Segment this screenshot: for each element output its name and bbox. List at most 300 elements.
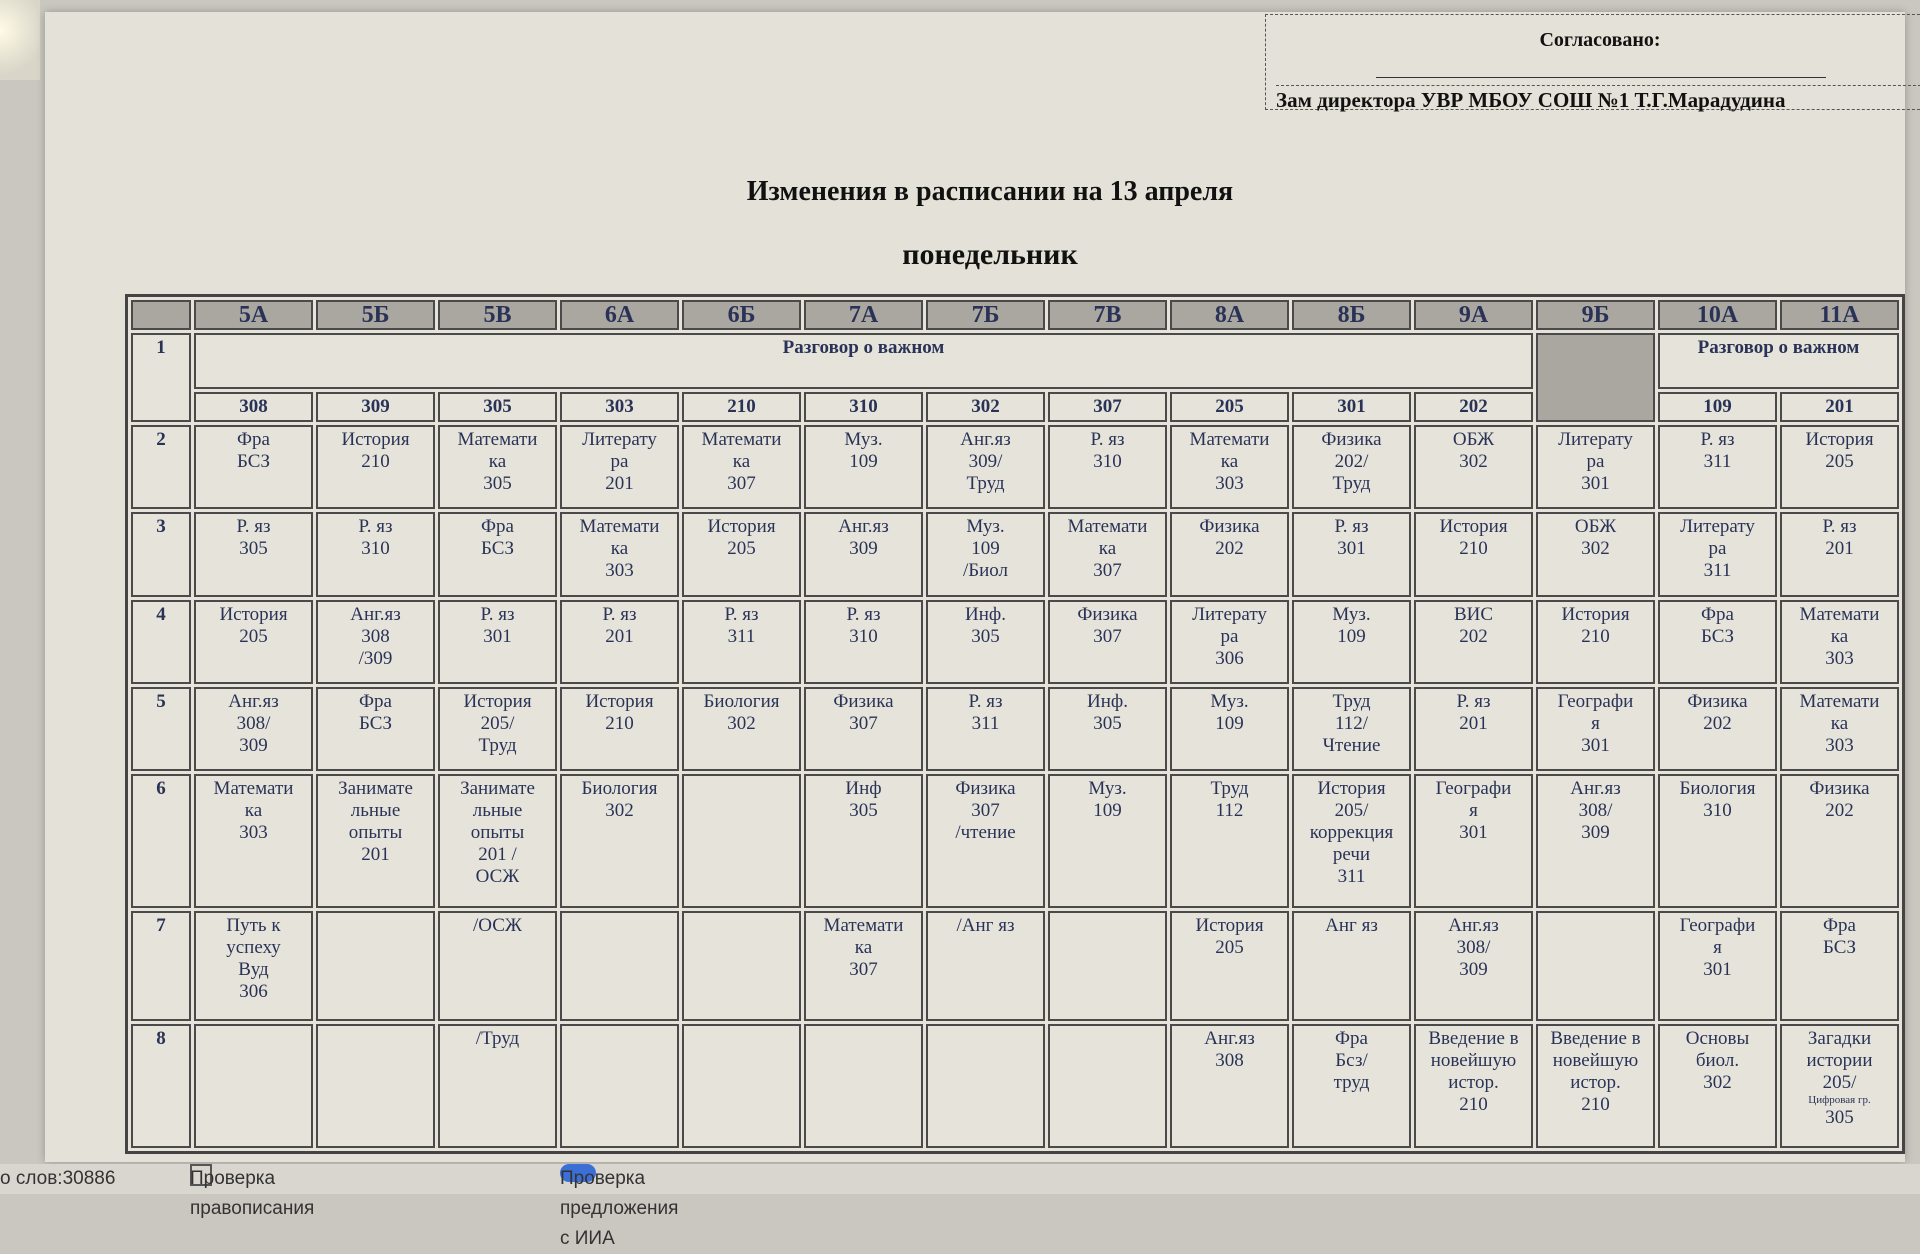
class-header-5: 7А [804,300,923,330]
lesson-text: /ОСЖ [473,915,522,937]
class-header-11: 9Б [1536,300,1655,330]
lesson-text: 307 [849,712,878,734]
lesson-cell[interactable] [926,1024,1045,1148]
lesson-text: 309 [849,538,878,560]
lesson-cell[interactable] [1658,911,1777,1020]
period-1-room-2[interactable]: 305 [438,392,557,422]
period-1-room-3[interactable]: 303 [560,392,679,422]
lesson-cell[interactable] [194,512,313,596]
lesson-text: 205/ [480,712,515,734]
lesson-text: ка [1830,712,1849,734]
lesson-text: 201 [1459,712,1488,734]
lesson-cell[interactable] [1658,774,1777,908]
lesson-text: 303 [605,560,634,582]
lesson-cell[interactable] [1292,600,1411,684]
lesson-text: Муз. [1210,690,1249,712]
lesson-cell[interactable] [1658,600,1777,684]
lesson-text: История [1561,603,1630,625]
lesson-cell[interactable] [682,1024,801,1148]
lesson-cell[interactable] [804,911,923,1020]
lesson-cell[interactable] [1292,687,1411,771]
lesson-text: БСЗ [237,451,270,472]
lesson-text: Анг.яз [1204,1027,1255,1049]
lesson-text: ВИС [1453,603,1494,625]
empty-grey-cell[interactable] [1536,333,1655,422]
lesson-text: ка [488,451,507,472]
class-header-6: 7Б [926,300,1045,330]
lesson-text: Географи [1557,690,1634,712]
lesson-cell[interactable] [804,425,923,509]
lesson-text: 210 [1581,1093,1610,1115]
lesson-cell[interactable] [1536,774,1655,908]
lesson-text: Труд [1210,778,1249,800]
lesson-text: Анг.яз [350,603,401,625]
approval-title: Согласовано: [1539,29,1661,51]
lesson-text: Физика [833,690,894,712]
lesson-cell[interactable] [926,425,1045,509]
lesson-text: коррекция [1309,822,1394,844]
lesson-text: 210 [605,712,634,734]
lesson-text: Анг.яз [228,690,279,712]
lesson-cell[interactable] [194,600,313,684]
lesson-cell[interactable] [1048,425,1167,509]
lesson-cell[interactable] [194,774,313,908]
class-header-1: 5Б [316,300,435,330]
lesson-cell[interactable] [316,774,435,908]
lesson-text: 305 [849,800,878,822]
period-1-room-8[interactable]: 205 [1170,392,1289,422]
lesson-text: 301 [1581,734,1610,756]
lesson-text: биол. [1695,1049,1740,1071]
lesson-text: 302 [1581,538,1610,560]
class-header-13: 11А [1780,300,1899,330]
lesson-cell[interactable] [1292,1024,1411,1148]
lesson-cell[interactable] [1292,425,1411,509]
lesson-text: истор. [1570,1071,1621,1093]
lesson-text: Физика [1809,778,1870,800]
lesson-text: 302 [727,712,756,734]
lesson-cell[interactable] [438,512,557,596]
lesson-cell[interactable] [1780,687,1899,771]
lesson-text: Биология [581,778,658,800]
lesson-text: Математи [1799,690,1880,712]
lesson-cell[interactable] [1658,425,1777,509]
lesson-text: 308 [1215,1049,1244,1071]
lesson-cell[interactable] [1780,512,1899,596]
lesson-cell[interactable] [438,600,557,684]
lesson-text: Фра [1335,1027,1368,1049]
lesson-cell[interactable] [1536,512,1655,596]
lesson-text: История [219,603,288,625]
lesson-text: ка [610,538,629,560]
lesson-text: Математи [823,915,904,937]
approval-stamp [1265,14,1920,110]
lesson-text: ра [1220,625,1239,647]
lesson-cell[interactable] [560,911,679,1020]
lesson-text: ка [244,800,263,822]
schedule-table[interactable] [128,297,1902,1151]
lesson-text: Физика [1199,516,1260,538]
lesson-cell[interactable] [1170,1024,1289,1148]
lesson-cell[interactable] [1536,425,1655,509]
lesson-cell[interactable] [1536,1024,1655,1148]
lesson-text: Географи [1679,915,1756,937]
lesson-cell[interactable] [316,425,435,509]
lesson-text: Анг.яз [1448,915,1499,937]
lesson-cell[interactable] [560,687,679,771]
lesson-text: 307 [1093,560,1122,582]
lesson-text: /Биол [962,560,1009,582]
lesson-cell[interactable] [1292,512,1411,596]
lesson-text: Математи [1067,516,1148,538]
lesson-cell[interactable] [1170,425,1289,509]
document-page [45,12,1905,1162]
lesson-text: Р. яз [602,603,637,625]
banner-razgovor-senior[interactable]: Разговор о важном [1658,333,1899,389]
lesson-text: Введение в [1428,1027,1519,1049]
lesson-cell[interactable] [438,425,557,509]
lesson-text: Географи [1435,778,1512,800]
lesson-text: ОБЖ [1574,516,1617,538]
lesson-text: я [1713,937,1722,959]
lesson-text: 307 [1093,625,1122,647]
lesson-cell[interactable] [1414,425,1533,509]
banner-razgovor[interactable]: Разговор о важном [194,333,1533,389]
lesson-text: Введение в [1550,1027,1641,1049]
period-row [131,600,1899,684]
lesson-text: 202 [1825,800,1854,822]
lesson-text: Фра [1701,603,1734,625]
lesson-text: Труд [478,734,517,756]
period-number: 1 [131,333,191,422]
lesson-text: опыты [470,822,525,844]
lesson-cell[interactable] [194,1024,313,1148]
lesson-text: БСЗ [359,712,392,734]
lesson-cell[interactable] [804,1024,923,1148]
lesson-text: Инф [845,778,882,800]
lesson-cell[interactable] [1170,687,1289,771]
lesson-text: Путь к [226,915,281,937]
lesson-text: Математи [1799,603,1880,625]
lesson-cell[interactable] [1414,911,1533,1020]
lesson-text: БСЗ [1823,937,1856,959]
lesson-cell[interactable] [1536,600,1655,684]
lesson-text: 309/ [968,451,1003,472]
lesson-cell[interactable] [682,774,801,908]
lesson-text: 302 [1703,1071,1732,1093]
lesson-text: 307 [727,473,756,494]
lesson-cell[interactable] [316,687,435,771]
lesson-text: Р. яз [1822,516,1857,538]
lesson-text: я [1591,712,1600,734]
lesson-cell[interactable] [682,600,801,684]
period-number: 8 [131,1024,191,1148]
lesson-text: Р. яз [846,603,881,625]
lesson-text: История [1805,429,1874,450]
lesson-text: История [585,690,654,712]
lesson-text: Анг.яз [838,516,889,538]
lesson-text: Р. яз [1456,690,1491,712]
lesson-text: Физика [1687,690,1748,712]
period-1-room-13[interactable]: 201 [1780,392,1899,422]
signature-line [1376,77,1826,78]
lesson-text: 109 [971,538,1000,560]
lesson-text: Математи [457,429,538,450]
lesson-text: БСЗ [1701,625,1734,647]
lesson-text: Р. яз [1334,516,1369,538]
lesson-cell[interactable] [438,687,557,771]
lesson-text: Бсз/ [1335,1049,1368,1071]
period-row [131,1024,1899,1148]
lesson-cell[interactable] [804,512,923,596]
lesson-cell[interactable] [1414,1024,1533,1148]
lesson-cell[interactable] [1170,600,1289,684]
lesson-text: 309 [1581,822,1610,844]
lesson-text: Литерату [1680,516,1755,538]
lesson-cell[interactable] [560,600,679,684]
lesson-text: Р. яз [1090,429,1125,450]
lesson-text: Физика [1077,603,1138,625]
class-header-3: 6А [560,300,679,330]
lesson-text: 306 [1215,647,1244,669]
class-header-row [131,300,1899,330]
lesson-cell[interactable] [438,1024,557,1148]
day-of-week: понедельник [902,238,1078,271]
lesson-cell[interactable] [316,911,435,1020]
lesson-text: Р. яз [358,516,393,538]
period-1-room-9[interactable]: 301 [1292,392,1411,422]
lesson-text: Р. яз [1700,429,1735,450]
lesson-text: ка [1098,538,1117,560]
lesson-cell[interactable] [1048,512,1167,596]
lesson-text: ОБЖ [1452,429,1495,450]
lesson-cell[interactable] [1658,512,1777,596]
lesson-text: 210 [361,451,390,472]
lesson-cell[interactable] [804,687,923,771]
lesson-text: Труд [1332,473,1371,494]
lesson-text: Фра [481,516,514,538]
lesson-cell[interactable] [194,911,313,1020]
lesson-text: БСЗ [481,538,514,560]
period-1-room-12[interactable]: 109 [1658,392,1777,422]
lesson-cell[interactable] [560,774,679,908]
lesson-text: 205 [727,538,756,560]
lesson-cell[interactable] [1048,600,1167,684]
lesson-text: ка [1220,451,1239,472]
lesson-text: 307 [849,959,878,981]
class-header-0: 5А [194,300,313,330]
lesson-text: Математи [213,778,294,800]
lesson-text: Муз. [844,429,883,450]
lesson-text: 305 [239,538,268,560]
lesson-text: 201 [1825,538,1854,560]
lesson-text: 308 [361,625,390,647]
lesson-cell[interactable] [316,512,435,596]
period-row [131,774,1899,908]
lesson-text: 202/ [1334,451,1369,472]
period-row [131,512,1899,596]
lesson-text: Анг.яз [1570,778,1621,800]
class-header-8: 8А [1170,300,1289,330]
period-row [131,687,1899,771]
lesson-cell[interactable] [1414,687,1533,771]
lesson-cell[interactable] [804,600,923,684]
period-1-room-1[interactable]: 309 [316,392,435,422]
lesson-text: 205 [1825,451,1854,472]
class-header-12: 10А [1658,300,1777,330]
lesson-text: Литерату [1558,429,1633,450]
lesson-text: труд [1333,1071,1370,1093]
lesson-cell[interactable] [316,600,435,684]
period-1-room-7[interactable]: 307 [1048,392,1167,422]
lesson-text: Р. яз [236,516,271,538]
lesson-cell[interactable] [1170,512,1289,596]
lesson-cell[interactable] [1536,687,1655,771]
lesson-text: 311 [1703,451,1732,472]
lesson-cell[interactable] [1048,1024,1167,1148]
lesson-text: Биология [703,690,780,712]
lesson-text: Анг яз [1325,915,1378,937]
class-header-2: 5В [438,300,557,330]
period-number: 7 [131,911,191,1020]
lesson-text: Муз. [966,516,1005,538]
lesson-text: 201 [605,473,634,494]
lesson-text: 303 [1825,734,1854,756]
lesson-cell[interactable] [1170,774,1289,908]
lesson-cell[interactable] [1780,911,1899,1020]
lesson-cell[interactable] [316,1024,435,1148]
lesson-text: 301 [1703,959,1732,981]
lesson-text: Литерату [1192,603,1267,625]
lesson-cell[interactable] [438,911,557,1020]
lesson-cell[interactable] [1780,774,1899,908]
lesson-cell[interactable] [1292,774,1411,908]
class-header-9: 8Б [1292,300,1411,330]
document-title: Изменения в расписании на 13 апреля [746,176,1234,207]
lesson-text: История [1195,915,1264,937]
class-header-7: 7В [1048,300,1167,330]
lesson-text: 109 [849,451,878,472]
lesson-text: Инф. [965,603,1006,625]
lesson-cell[interactable] [1536,911,1655,1020]
lesson-text: 202 [1459,625,1488,647]
period-number: 3 [131,512,191,596]
lesson-cell[interactable] [438,774,557,908]
lesson-cell[interactable] [926,687,1045,771]
lesson-text: 301 [1337,538,1366,560]
lesson-cell[interactable] [560,512,679,596]
lesson-text: 311 [971,712,1000,734]
lesson-text: Вуд [238,959,269,981]
lesson-text: Инф. [1087,690,1128,712]
lesson-text: льные [472,800,523,822]
period-row [131,911,1899,1020]
lesson-cell[interactable] [1658,1024,1777,1148]
lesson-text: 301 [483,625,512,647]
lesson-text: 310 [1093,451,1122,472]
lesson-text: Фра [359,690,392,712]
lesson-cell[interactable] [560,425,679,509]
period-1-room-6[interactable]: 302 [926,392,1045,422]
lesson-text: Анг.яз [960,429,1011,450]
lesson-text: Основы [1685,1027,1750,1049]
lesson-text: 210 [1581,625,1610,647]
lesson-text: 308/ [236,712,271,734]
schedule-table-frame [125,294,1905,1154]
lesson-cell[interactable] [1780,1024,1899,1148]
lesson-cell[interactable] [560,1024,679,1148]
lesson-text: Занимате [338,778,413,800]
lesson-cell[interactable] [194,687,313,771]
lesson-text: Р. яз [480,603,515,625]
lesson-text: 205/ [1822,1071,1857,1093]
lesson-text: речи [1332,844,1371,866]
lesson-cell[interactable] [926,911,1045,1020]
lesson-text: ра [1708,538,1727,560]
period-number: 6 [131,774,191,908]
lesson-text: 305 [971,625,1000,647]
lesson-text: 202 [1215,538,1244,560]
lesson-cell[interactable] [1414,512,1533,596]
lesson-cell[interactable] [682,911,801,1020]
lesson-text: ка [1830,625,1849,647]
lesson-text: Р. яз [724,603,759,625]
lesson-cell[interactable] [682,687,801,771]
lesson-text: 310 [849,625,878,647]
lesson-text: Физика [955,778,1016,800]
lesson-text: 311 [727,625,756,647]
lesson-cell[interactable] [1048,911,1167,1020]
period-1-room-10[interactable]: 202 [1414,392,1533,422]
period-1-room-4[interactable]: 210 [682,392,801,422]
lesson-cell[interactable] [926,600,1045,684]
period-number: 4 [131,600,191,684]
word-count: о слов:30886 [0,1168,116,1189]
lesson-cell[interactable] [682,425,801,509]
lesson-cell[interactable] [926,774,1045,908]
lesson-cell[interactable] [1048,687,1167,771]
lesson-text: 308/ [1578,800,1613,822]
lesson-text: 301 [1459,822,1488,844]
lesson-cell[interactable] [1414,774,1533,908]
lesson-cell[interactable] [1780,600,1899,684]
period-1-room-5[interactable]: 310 [804,392,923,422]
lesson-text: Физика [1321,429,1382,450]
lesson-cell[interactable] [1780,425,1899,509]
lesson-text: 109 [1337,625,1366,647]
lesson-cell[interactable] [1048,774,1167,908]
lesson-text: истор. [1448,1071,1499,1093]
lesson-text: Математи [701,429,782,450]
lesson-cell[interactable] [682,512,801,596]
lesson-text: 306 [239,981,268,1003]
lesson-text: 201 [361,844,390,866]
lesson-cell[interactable] [1658,687,1777,771]
lesson-text: Биология [1679,778,1756,800]
lesson-text: 109 [1093,800,1122,822]
lesson-cell[interactable] [804,774,923,908]
lesson-cell[interactable] [926,512,1045,596]
lesson-text: /Анг яз [956,915,1015,937]
lesson-cell[interactable] [1170,911,1289,1020]
lesson-cell[interactable] [194,425,313,509]
lesson-text: 303 [239,822,268,844]
lesson-text: История [463,690,532,712]
lesson-cell[interactable] [1292,911,1411,1020]
lesson-text: 308/ [1456,937,1491,959]
lesson-cell[interactable] [1414,600,1533,684]
period-1-room-0[interactable]: 308 [194,392,313,422]
